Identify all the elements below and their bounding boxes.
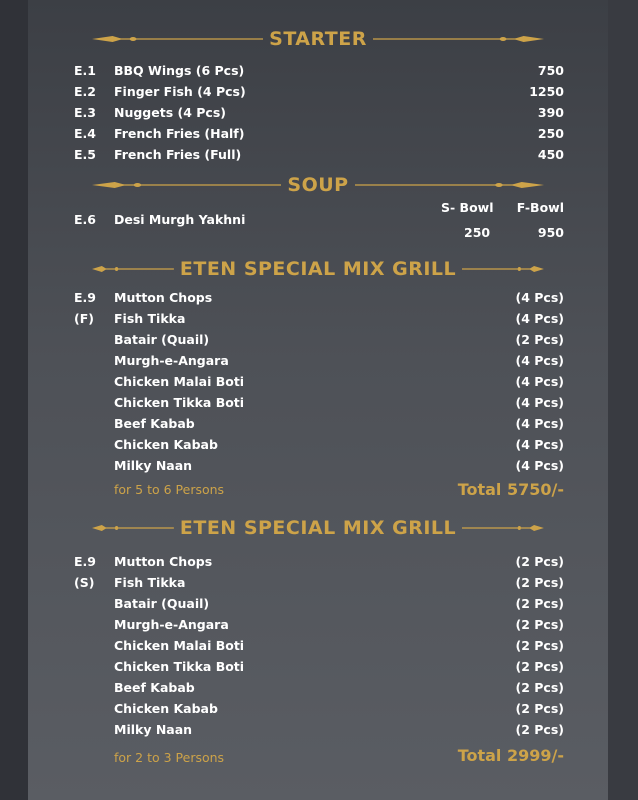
item-name: Chicken Tikka Boti (114, 659, 245, 674)
item-qty: (2 Pcs) (515, 680, 564, 695)
grill-small-heading (92, 516, 544, 540)
item-qty: (2 Pcs) (515, 554, 564, 569)
item-qty: (2 Pcs) (515, 575, 564, 590)
right-border (608, 0, 638, 800)
item-size-tag: (S) (74, 575, 95, 590)
item-name: Chicken Kabab (114, 437, 218, 452)
item-code: E.3 (74, 105, 96, 120)
item-code: E.4 (74, 126, 96, 141)
item-qty: (2 Pcs) (515, 596, 564, 611)
left-border (0, 0, 28, 800)
item-name: Desi Murgh Yakhni (114, 212, 246, 227)
divider-left (92, 33, 263, 45)
section-title: SOUP (287, 174, 349, 196)
divider-right (355, 179, 544, 191)
item-qty: (2 Pcs) (515, 701, 564, 716)
item-name: French Fries (Full) (114, 147, 242, 162)
item-qty: (2 Pcs) (515, 722, 564, 737)
item-name: Milky Naan (114, 458, 193, 473)
item-name: Fish Tikka (114, 575, 186, 590)
section-title: ETEN SPECIAL MIX GRILL (179, 258, 457, 280)
soup-price-small: 250 (464, 225, 491, 240)
section-title: STARTER (269, 28, 367, 50)
item-qty: (4 Pcs) (515, 290, 564, 305)
item-name: Mutton Chops (114, 290, 213, 305)
item-name: Mutton Chops (114, 554, 213, 569)
item-qty: (2 Pcs) (515, 659, 564, 674)
item-name: Chicken Kabab (114, 701, 218, 716)
total-price: Total 5750/- (457, 480, 564, 499)
item-price: 1250 (529, 84, 564, 99)
divider-left (92, 263, 174, 275)
item-code: E.5 (74, 147, 96, 162)
item-name: Murgh-e-Angara (114, 617, 229, 632)
item-qty: (2 Pcs) (515, 617, 564, 632)
item-name: French Fries (Half) (114, 126, 245, 141)
item-price: 390 (537, 105, 564, 120)
item-code: E.2 (74, 84, 96, 99)
item-name: Nuggets (4 Pcs) (114, 105, 226, 120)
item-code: E.1 (74, 63, 96, 78)
item-price: 450 (537, 147, 564, 162)
item-name: Chicken Malai Boti (114, 374, 245, 389)
starter-heading (92, 27, 544, 51)
total-price: Total 2999/- (457, 746, 564, 765)
item-qty: (4 Pcs) (515, 416, 564, 431)
item-name: Milky Naan (114, 722, 193, 737)
item-name: Finger Fish (4 Pcs) (114, 84, 246, 99)
item-name: BBQ Wings (6 Pcs) (114, 63, 245, 78)
item-qty: (4 Pcs) (515, 353, 564, 368)
item-qty: (4 Pcs) (515, 395, 564, 410)
soup-heading (92, 173, 544, 197)
item-qty: (4 Pcs) (515, 311, 564, 326)
item-qty: (4 Pcs) (515, 437, 564, 452)
divider-right (373, 33, 544, 45)
item-name: Murgh-e-Angara (114, 353, 229, 368)
item-qty: (2 Pcs) (515, 332, 564, 347)
item-size-tag: (F) (74, 311, 94, 326)
item-qty: (4 Pcs) (515, 374, 564, 389)
item-name: Batair (Quail) (114, 596, 210, 611)
soup-col-full: F-Bowl (516, 200, 564, 215)
item-name: Fish Tikka (114, 311, 186, 326)
item-qty: (4 Pcs) (515, 458, 564, 473)
item-name: Chicken Tikka Boti (114, 395, 245, 410)
serving-note: for 2 to 3 Persons (114, 750, 225, 765)
item-code: E.6 (74, 212, 96, 227)
divider-left (92, 522, 174, 534)
divider-left (92, 179, 281, 191)
serving-note: for 5 to 6 Persons (114, 482, 225, 497)
section-title: ETEN SPECIAL MIX GRILL (179, 517, 457, 539)
item-name: Batair (Quail) (114, 332, 210, 347)
item-code: E.9 (74, 554, 96, 569)
divider-right (462, 522, 544, 534)
grill-family-heading (92, 257, 544, 281)
soup-price-full: 950 (537, 225, 564, 240)
divider-right (462, 263, 544, 275)
item-price: 250 (537, 126, 564, 141)
item-name: Beef Kabab (114, 416, 195, 431)
item-name: Chicken Malai Boti (114, 638, 245, 653)
item-name: Beef Kabab (114, 680, 195, 695)
item-qty: (2 Pcs) (515, 638, 564, 653)
item-code: E.9 (74, 290, 96, 305)
item-price: 750 (537, 63, 564, 78)
soup-col-small: S- Bowl (441, 200, 494, 215)
